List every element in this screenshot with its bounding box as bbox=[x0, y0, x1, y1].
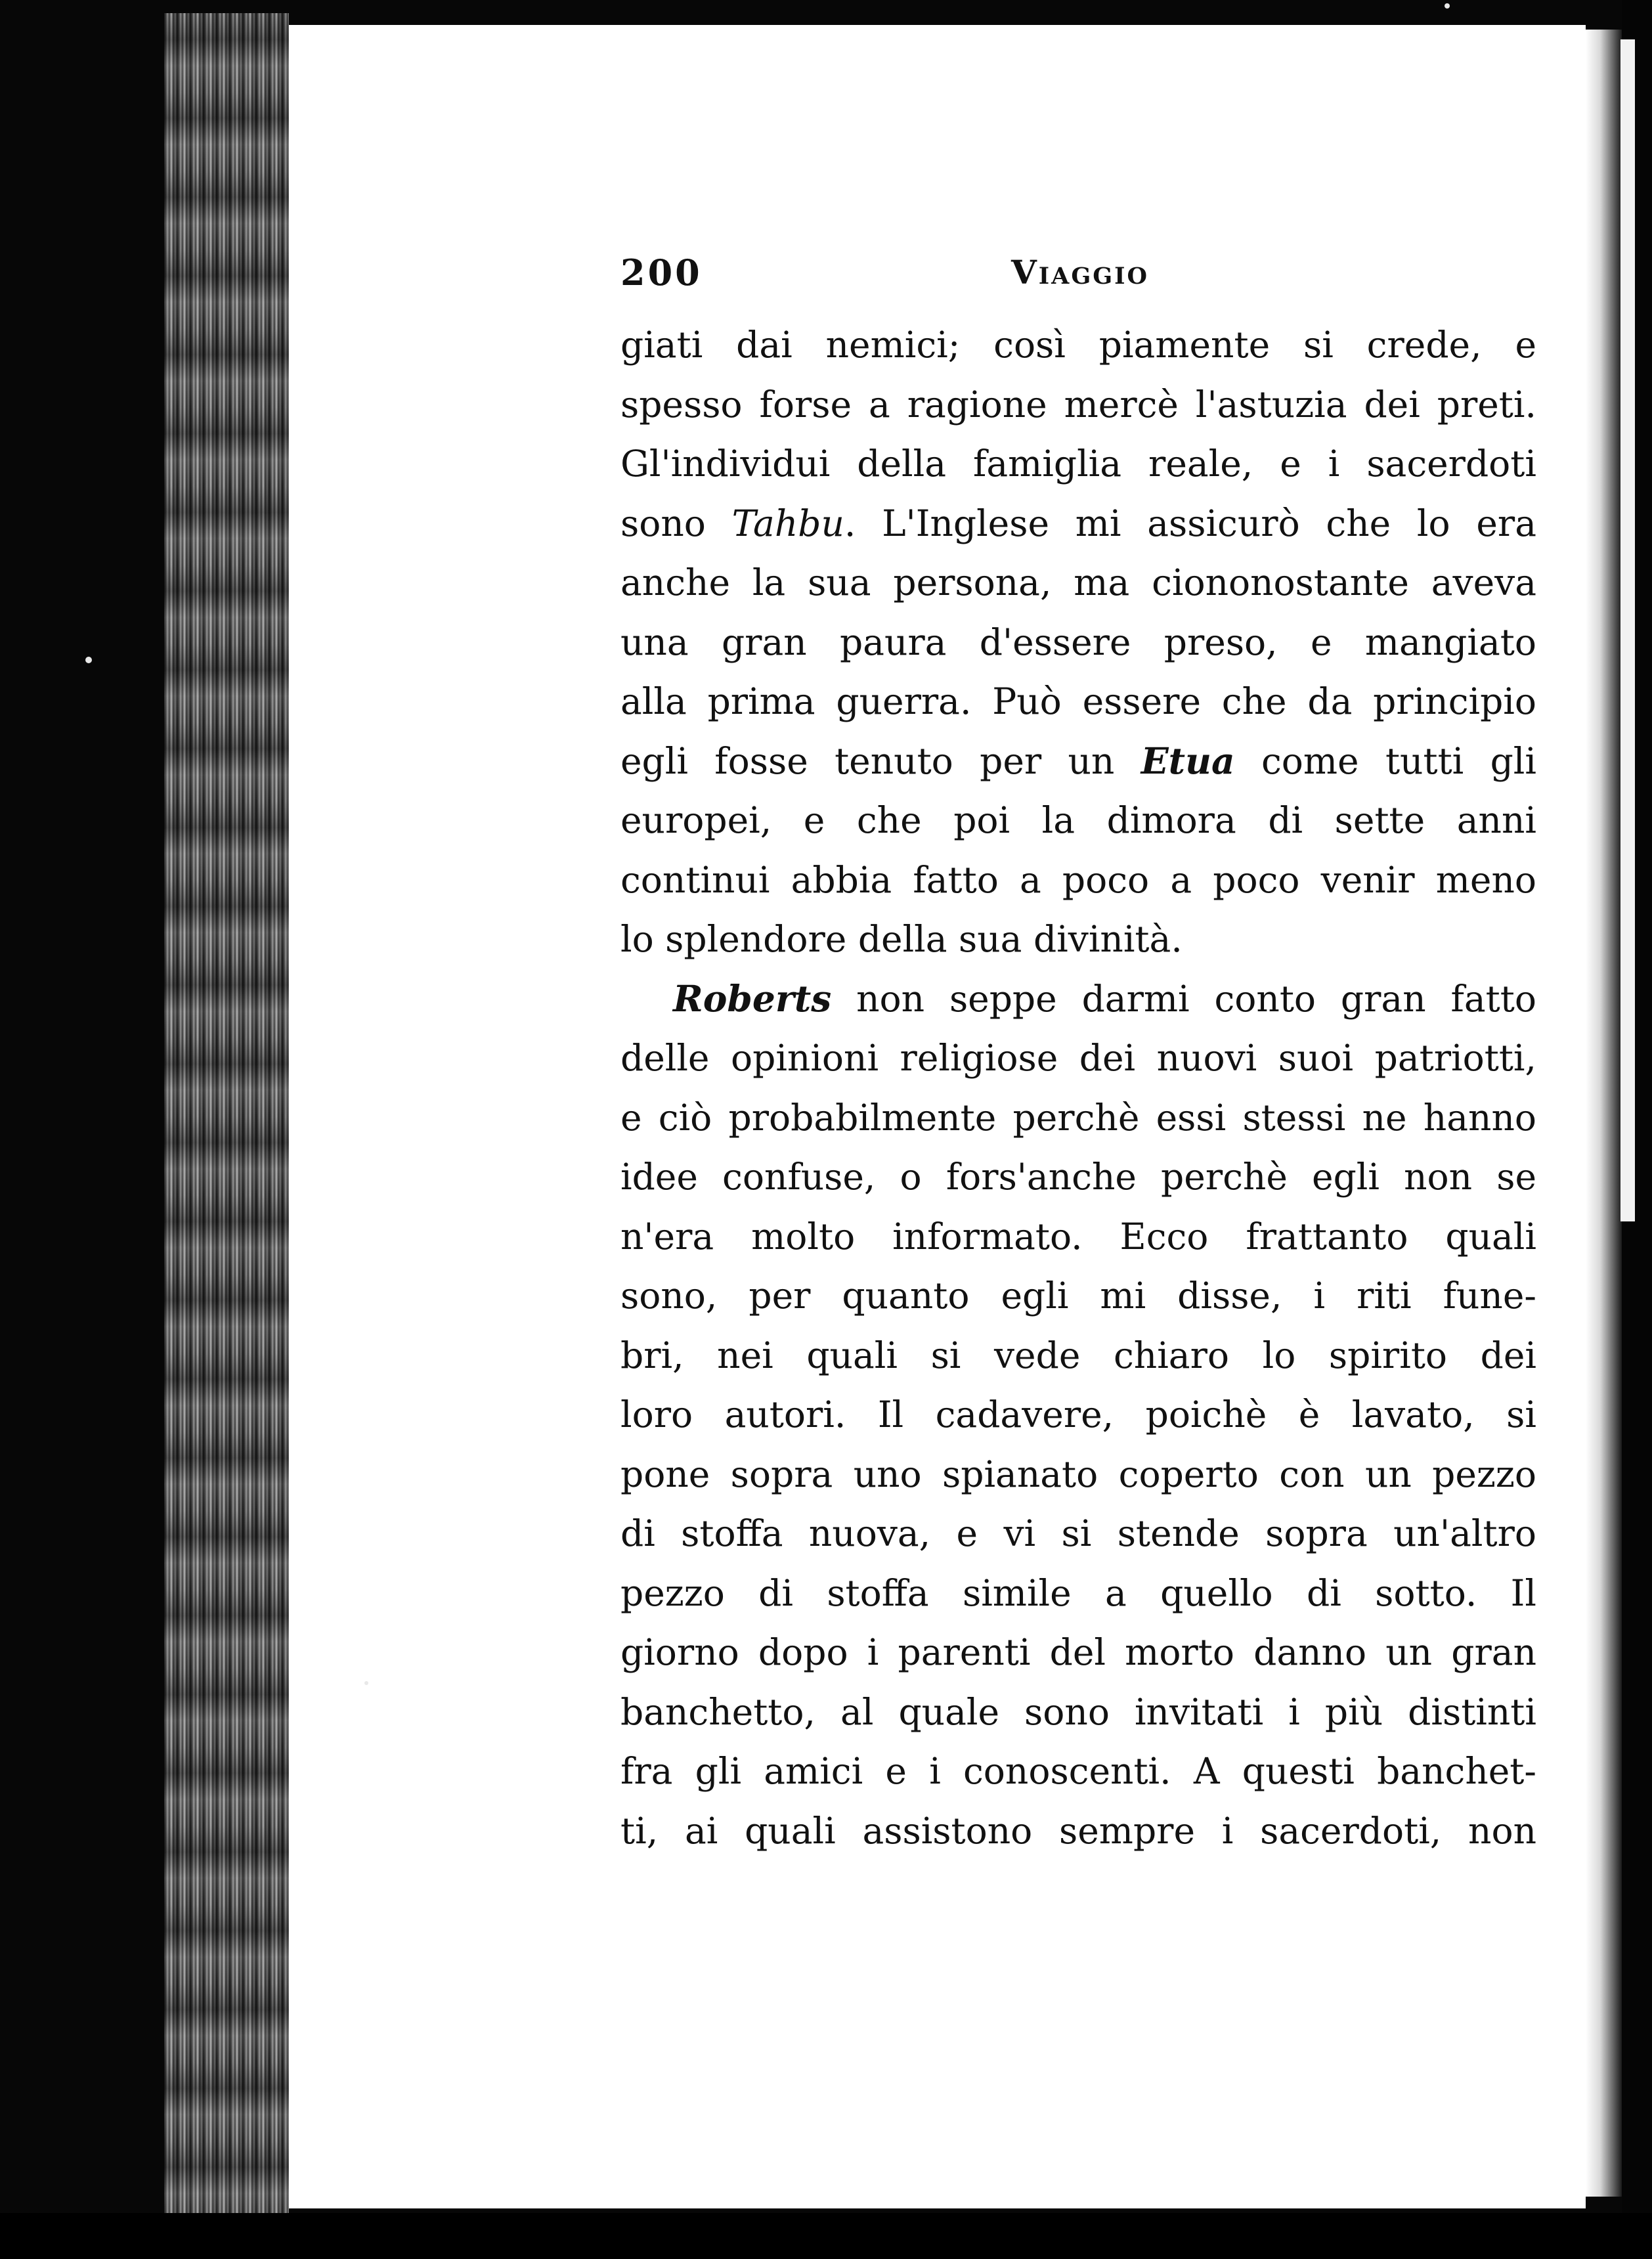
italic-term: Etua bbox=[1141, 739, 1235, 782]
text-line: alla prima guerra. Può essere che da principio bbox=[620, 680, 1536, 722]
running-head bbox=[620, 253, 1536, 318]
text-line: lo splendore della sua divinità. bbox=[620, 918, 1183, 960]
text-line: giati dai nemici; così piamente si crede, e bbox=[620, 324, 1536, 366]
text-line: fra gli amici e i conoscenti. A questi banchet- bbox=[620, 1750, 1536, 1792]
text-line: continui abbia fatto a poco a poco venir meno bbox=[620, 858, 1536, 901]
italic-name: Roberts bbox=[673, 976, 832, 1020]
right-page-edge bbox=[1586, 30, 1622, 2197]
text-line: di stoffa nuova, e vi si stende sopra un'altro bbox=[620, 1512, 1536, 1554]
bottom-border bbox=[0, 2213, 1652, 2259]
text-line: spesso forse a ragione mercè l'astuzia dei preti. bbox=[620, 383, 1536, 426]
body-text bbox=[620, 315, 1536, 1860]
text-line: banchetto, al quale sono invitati i più distinti bbox=[620, 1690, 1536, 1733]
text-line: pone sopra uno spianato coperto con un pezzo bbox=[620, 1453, 1536, 1495]
dust-speck bbox=[1445, 3, 1450, 9]
text-line: e ciò probabilmente perchè essi stessi ne hanno bbox=[620, 1096, 1536, 1139]
text-line: n'era molto informato. Ecco frattanto quali bbox=[620, 1215, 1536, 1258]
text-line: Gl'individui della famiglia reale, e i sacerdoti bbox=[620, 443, 1536, 485]
dust-speck bbox=[364, 1681, 368, 1685]
text-line: Roberts non seppe darmi conto gran fatto bbox=[673, 976, 1536, 1020]
right-page-sliver bbox=[1620, 39, 1635, 1221]
text-line: loro autori. Il cadavere, poichè è lavato, si bbox=[620, 1393, 1536, 1436]
text-line: anche la sua persona, ma ciononostante aveva bbox=[620, 561, 1536, 603]
text-line: sono, per quanto egli mi disse, i riti fune- bbox=[620, 1275, 1536, 1317]
text-line: egli fosse tenuto per un Etua come tutti gli bbox=[620, 739, 1536, 782]
text-line: una gran paura d'essere preso, e mangiato bbox=[620, 621, 1536, 663]
text-line: pezzo di stoffa simile a quello di sotto. Il bbox=[620, 1571, 1536, 1614]
page-number: 200 bbox=[620, 252, 703, 294]
text-line: bri, nei quali si vede chiaro lo spirito dei bbox=[620, 1334, 1536, 1376]
italic-term: Tahbu bbox=[731, 502, 844, 544]
text-line: sono Tahbu. L'Inglese mi assicurò che lo era bbox=[620, 502, 1536, 544]
text-line: giorno dopo i parenti del morto danno un gran bbox=[620, 1631, 1536, 1673]
text-line: ti, ai quali assistono sempre i sacerdoti, non bbox=[620, 1809, 1536, 1852]
running-title: Viaggio bbox=[1011, 253, 1149, 292]
book-fore-edge bbox=[164, 13, 289, 2220]
text-line: idee confuse, o fors'anche perchè egli non se bbox=[620, 1156, 1536, 1198]
text-line: europei, e che poi la dimora di sette anni bbox=[620, 799, 1536, 841]
dust-speck bbox=[85, 657, 92, 663]
text-line: delle opinioni religiose dei nuovi suoi patriotti, bbox=[620, 1037, 1536, 1079]
text-block bbox=[620, 252, 1536, 1852]
